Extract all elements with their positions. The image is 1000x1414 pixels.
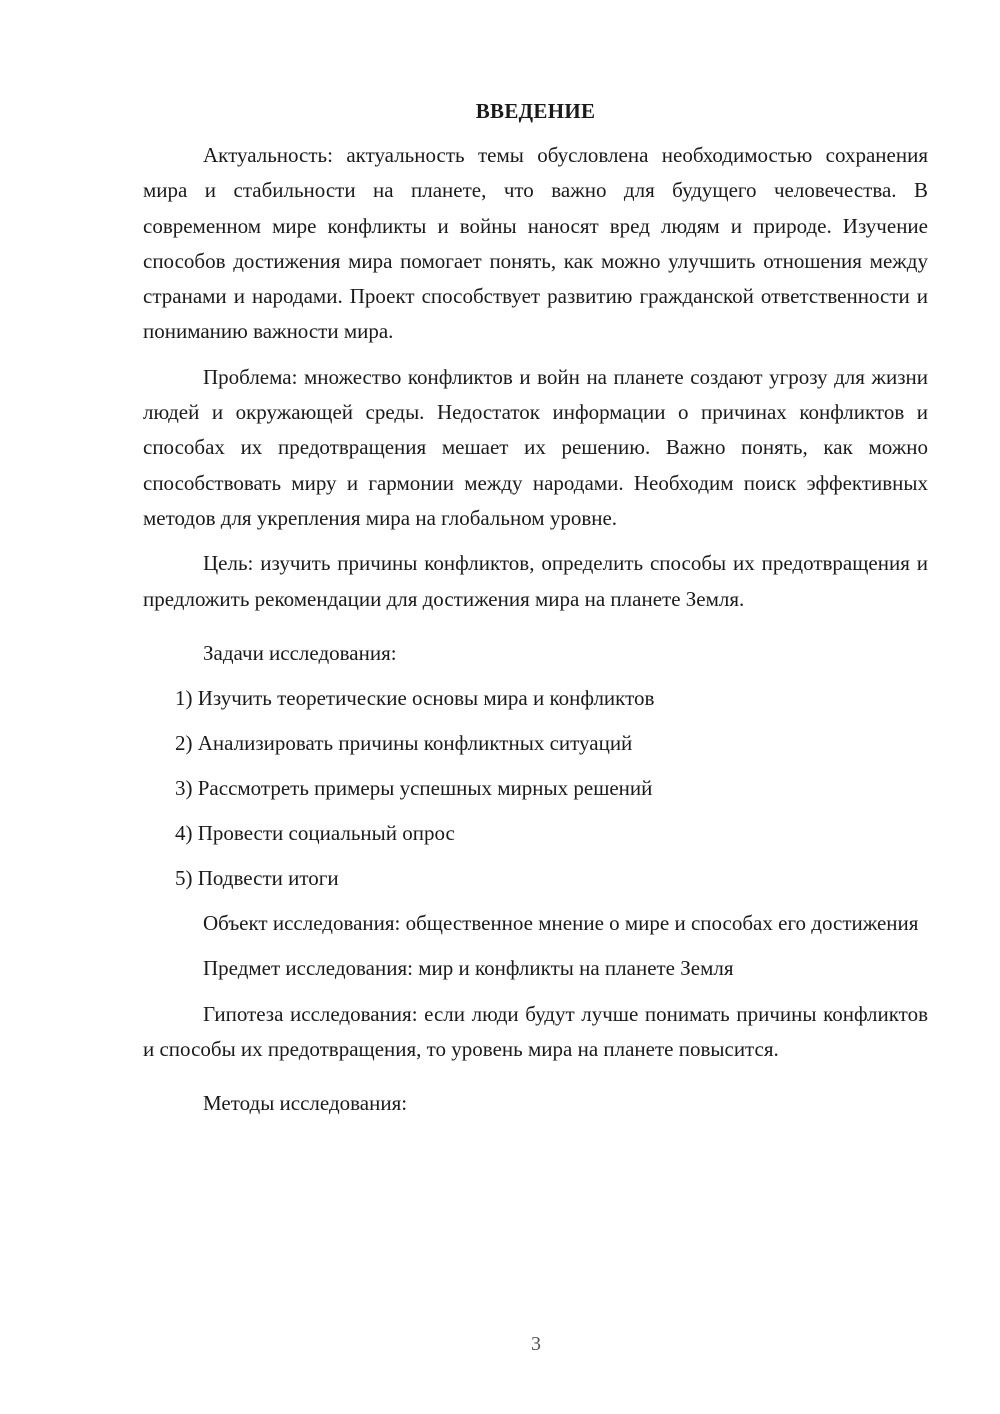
problem-paragraph: Проблема: множество конфликтов и войн на планете создают угрозу для жизни людей и окружающей среды. Недостаток информации о причинах конфликтов и способах их предотвращения мешает их решению. Важно понять, как можно способствовать миру и гармонии между народами. Необходим поиск эффективных методов для укрепления мира на глобальном уровне. <box>143 364 928 530</box>
list-item: 5) Подвести итоги <box>175 865 339 890</box>
object-paragraph: Объект исследования: общественное мнение о мире и способах его достижения <box>203 911 919 936</box>
page-number: 3 <box>531 1333 541 1355</box>
hypothesis-paragraph: Гипотеза исследования: если люди будут лучше понимать причины конфликтов и способы их предотвращения, то уровень мира на планете повысится. <box>143 1001 928 1061</box>
methods-heading: Методы исследования: <box>203 1091 408 1116</box>
list-item: 1) Изучить теоретические основы мира и конфликтов <box>175 685 655 710</box>
list-item: 4) Провести социальный опрос <box>175 820 455 845</box>
subject-paragraph: Предмет исследования: мир и конфликты на планете Земля <box>203 956 734 981</box>
goal-paragraph: Цель: изучить причины конфликтов, определить способы их предотвращения и предложить рекомендации для достижения мира на планете Земля. <box>143 551 928 611</box>
tasks-list <box>143 681 928 896</box>
list-item: 2) Анализировать причины конфликтных ситуаций <box>175 730 633 755</box>
tasks-heading: Задачи исследования: <box>203 640 397 665</box>
list-item: 3) Рассмотреть примеры успешных мирных решений <box>175 775 653 800</box>
page-title: ВВЕДЕНИЕ <box>475 99 596 123</box>
relevance-paragraph: Актуальность: актуальность темы обусловлена необходимостью сохранения мира и стабильности на планете, что важно для будущего человечества. В современном мире конфликты и войны наносят вред людям и природе. Изучение способов достижения мира помогает понять, как можно улучшить отношения между странами и народами. Проект способствует развитию гражданской ответственности и пониманию важности мира. <box>143 143 928 344</box>
page-content <box>143 96 928 1122</box>
